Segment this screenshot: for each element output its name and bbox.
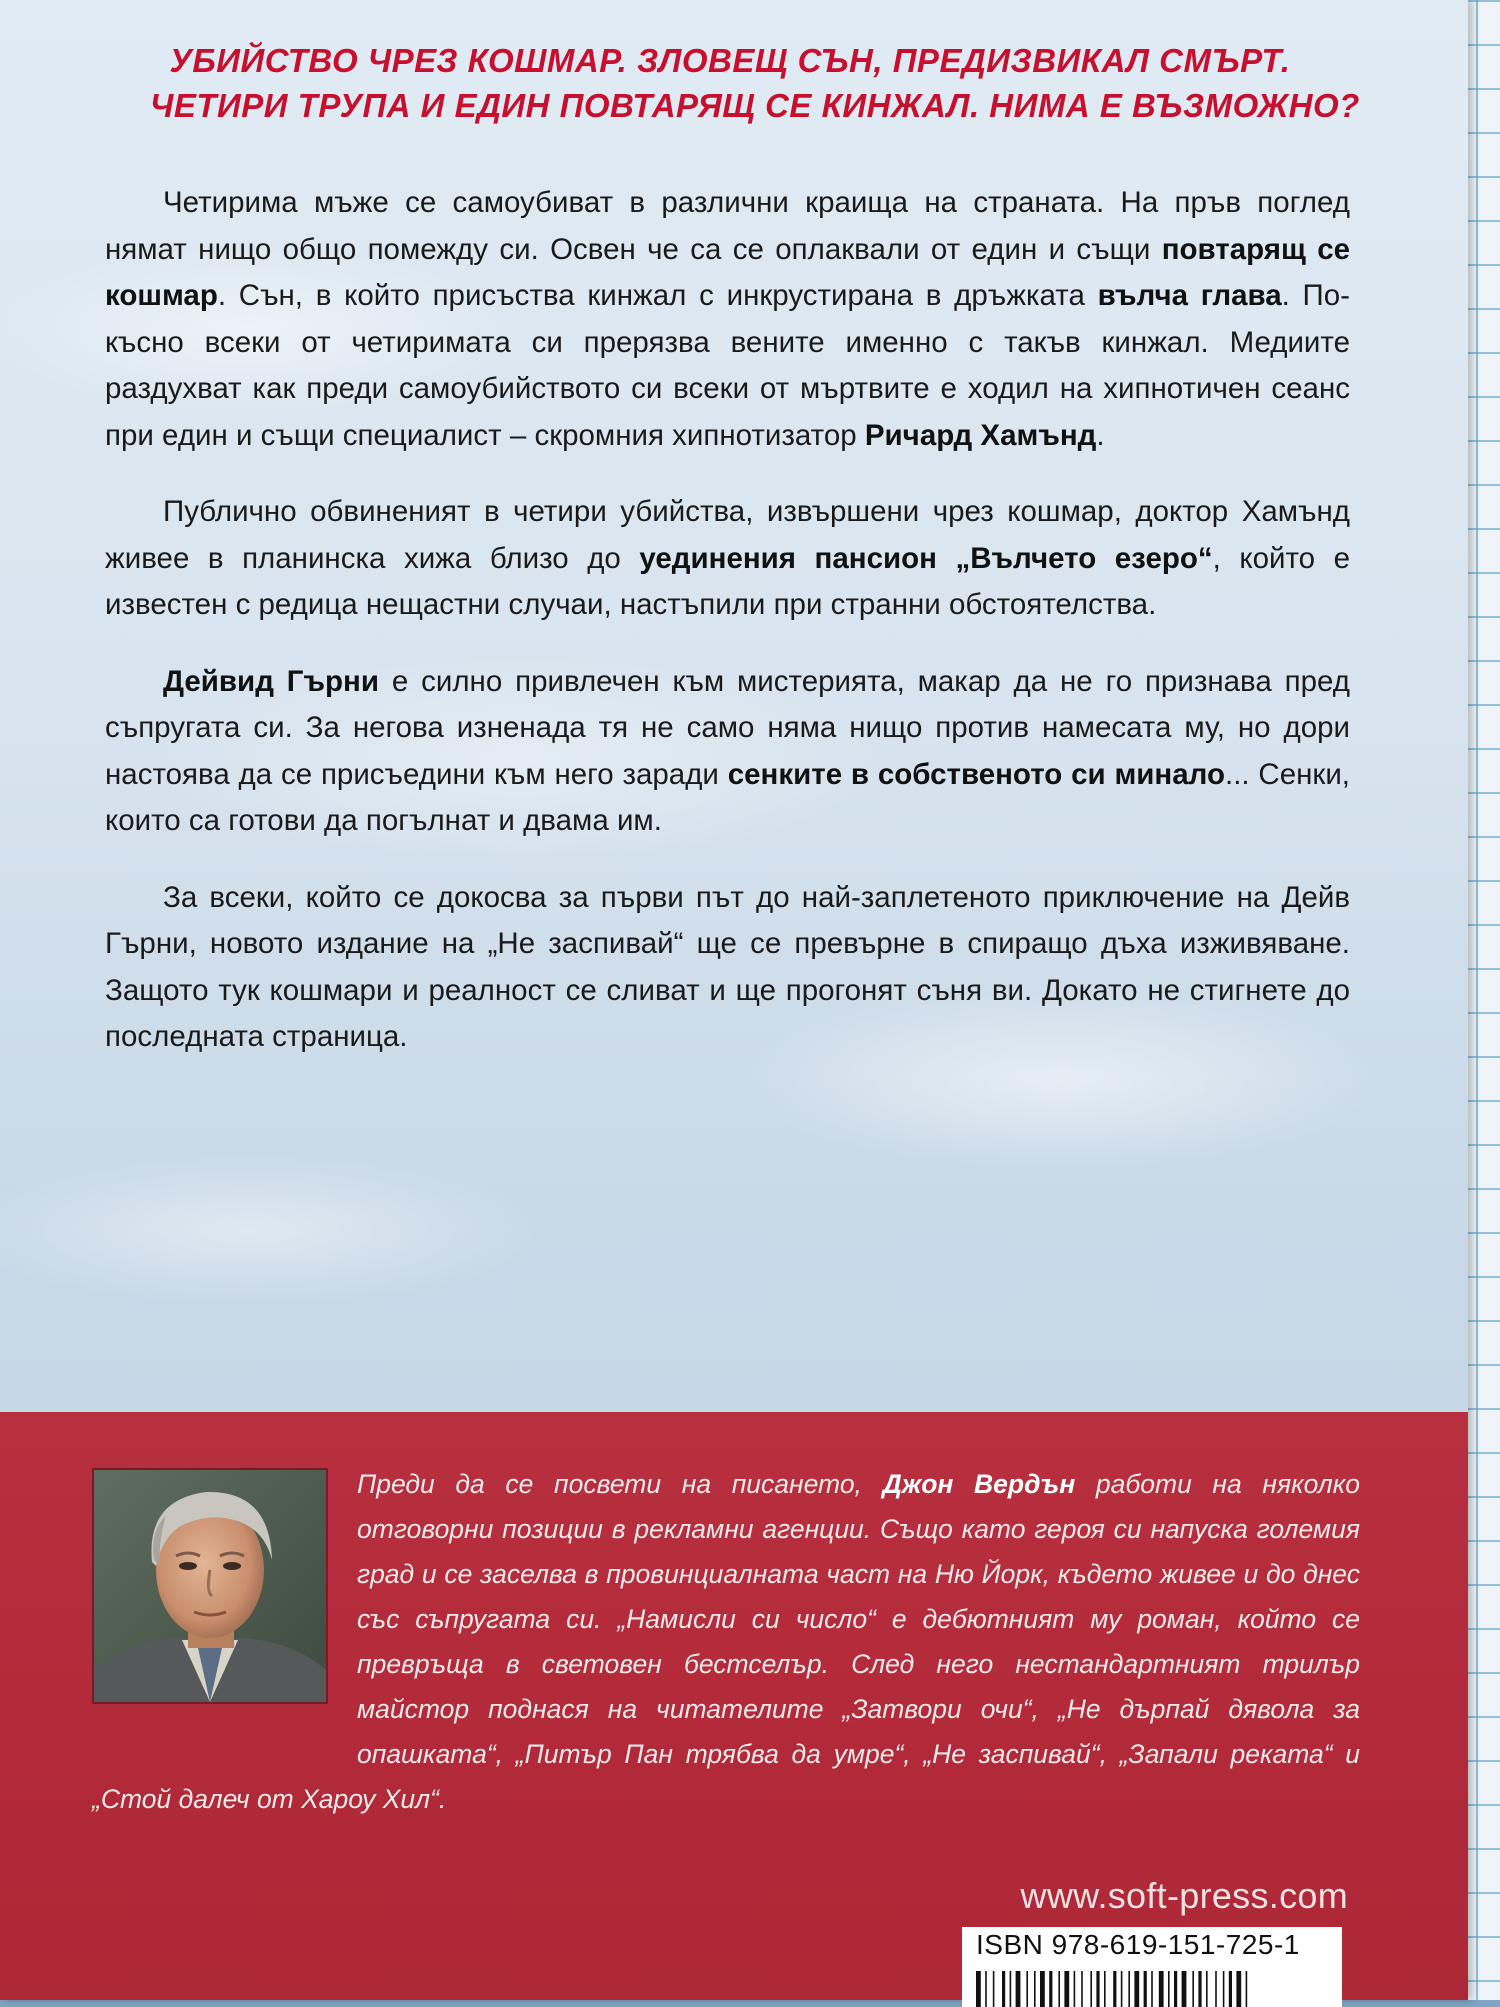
bio-text: работи на няколко отговорни позиции в рекламни агенции. Също като героя си напуска големия град и се заселва в провинциалната част на Ню Йорк, където живее и до днес със съпругата си. „Намисли си число“ е дебютният му роман, който се превръща в световен бестселър. След него нестандартният трилър майстор поднася на читателите „Затвори очи“, „Не дърпай дявола за опашката“, „Питър Пан трябва да умре“, „Не заспивай“, „Запали реката“ и „Стой далеч от Хароу Хил“. (92, 1469, 1360, 1814)
barcode-bar (1151, 1971, 1153, 2007)
barcode-bar (1174, 1971, 1177, 2007)
blurb-text: ... Сенки, които са готови да погълнат и двама им. (105, 757, 1350, 837)
barcode-bar (976, 1971, 981, 2007)
blurb-text: Публично обвиненият в четири убийства, извършени чрез кошмар, доктор Хамънд живее в планинска хижа близо до (105, 495, 1350, 575)
barcode-bar (1215, 1971, 1217, 2007)
barcode-bar (1168, 1971, 1170, 2007)
barcode-bar (1229, 1971, 1232, 2007)
barcode-bar (1182, 1971, 1187, 2007)
publisher-website: www.soft-press.com (1020, 1875, 1348, 1916)
barcode-bar (1206, 1971, 1208, 2007)
barcode-bar (1049, 1971, 1052, 2007)
bio-text: Преди да се посвети на писането, (357, 1469, 883, 1499)
barcode-icon (972, 1967, 1332, 2007)
barcode-bar (985, 1971, 987, 2007)
tagline (150, 38, 1360, 128)
barcode-bar (1104, 1971, 1106, 2007)
barcode-bar (1159, 1971, 1164, 2007)
barcode-bar (1002, 1971, 1005, 2007)
author-name: Джон Вердън (882, 1469, 1076, 1499)
blurb-emphasis: повтарящ се кошмар (105, 232, 1351, 312)
isbn-number: ISBN 978-619-151-725-1 (976, 1929, 1300, 1960)
barcode-bar (1113, 1971, 1116, 2007)
barcode-bar (1016, 1971, 1021, 2007)
barcode-bar (1058, 1971, 1060, 2007)
barcode-bar (1121, 1971, 1123, 2007)
barcode-bar (1096, 1971, 1099, 2007)
tagline-line-2: ЧЕТИРИ ТРУПА И ЕДИН ПОВТАРЯЩ СЕ КИНЖАЛ. НИМА Е ВЪЗМОЖНО? (150, 87, 1360, 124)
blurb-emphasis: уединения пансион „Вълчето езеро“ (639, 541, 1213, 575)
tagline-line-1: УБИЙСТВО ЧРЕЗ КОШМАР. ЗЛОВЕЩ СЪН, ПРЕДИЗВИКАЛ СМЪРТ. (169, 42, 1291, 79)
barcode-bar (1246, 1971, 1248, 2007)
isbn-barcode-block (962, 1927, 1342, 2007)
barcode-bar (1236, 1971, 1241, 2007)
blurb-paragraph-2 (105, 489, 1350, 629)
blurb-text: . Сън, в който присъства кинжал с инкрустирана в дръжката (217, 279, 1098, 312)
barcode-bar (1198, 1971, 1201, 2007)
barcode-bar (1010, 1971, 1012, 2007)
barcode-bar (993, 1971, 995, 2007)
barcode-bar (1128, 1971, 1130, 2007)
barcode-bar (1081, 1971, 1083, 2007)
blurb-emphasis: сенките в собственото си минало (727, 757, 1226, 791)
blurb-paragraph-3 (105, 659, 1350, 845)
blurb-paragraph-1 (105, 180, 1350, 459)
author-portrait-image (94, 1470, 326, 1702)
barcode-bar (1034, 1971, 1036, 2007)
barcode-bar (1134, 1971, 1139, 2007)
barcode-bar (1074, 1971, 1076, 2007)
barcode-bar (1040, 1971, 1045, 2007)
blurb-emphasis: вълча глава (1097, 279, 1282, 312)
barcode-bar (1192, 1971, 1194, 2007)
blurb-emphasis: Ричард Хамънд (864, 418, 1097, 452)
book-blurb (105, 180, 1350, 1091)
blurb-text: е силно привлечен към мистерията, макар да не го признава пред съпругата си. За негова изненада тя не само няма нищо против намесата му, но дори настоява да се присъедини към него заради (105, 664, 1351, 791)
barcode-bar (1090, 1971, 1092, 2007)
author-photo (92, 1468, 328, 1704)
blurb-paragraph-4: За всеки, който се докосва за първи път до най-заплетеното приключение на Дейв Гърни, новото издание на „Не заспивай“ ще се превърне в спиращо дъха изживяване. Защото тук кошмари и реалност се сливат и ще прогонят съня ви. Докато не стигнете до последната страница. (105, 880, 1350, 1053)
barcode-bar (1026, 1971, 1028, 2007)
blurb-text: . (1096, 418, 1105, 452)
barcode-bar (1064, 1971, 1069, 2007)
blurb-text: . По-късно всеки от четиримата си прерязва вените именно с такъв кинжал. Медиите раздухват как преди самоубийството си всеки от мъртвите е ходил на хипнотичен сеанс при един и същи специалист – скромния хипнотизатор (105, 279, 1350, 452)
blurb-emphasis: Дейвид Гърни (163, 664, 379, 698)
blurb-text: Четирима мъже се самоубиват в различни краища на страната. На пръв поглед нямат нищо общо помежду си. Освен че са се оплаквали от един и същи (105, 186, 1350, 266)
barcode-bar (1144, 1971, 1147, 2007)
barcode-bar (1223, 1971, 1225, 2007)
blurb-text: , който е известен с редица нещастни случаи, настъпили при странни обстоятелства. (105, 541, 1350, 621)
